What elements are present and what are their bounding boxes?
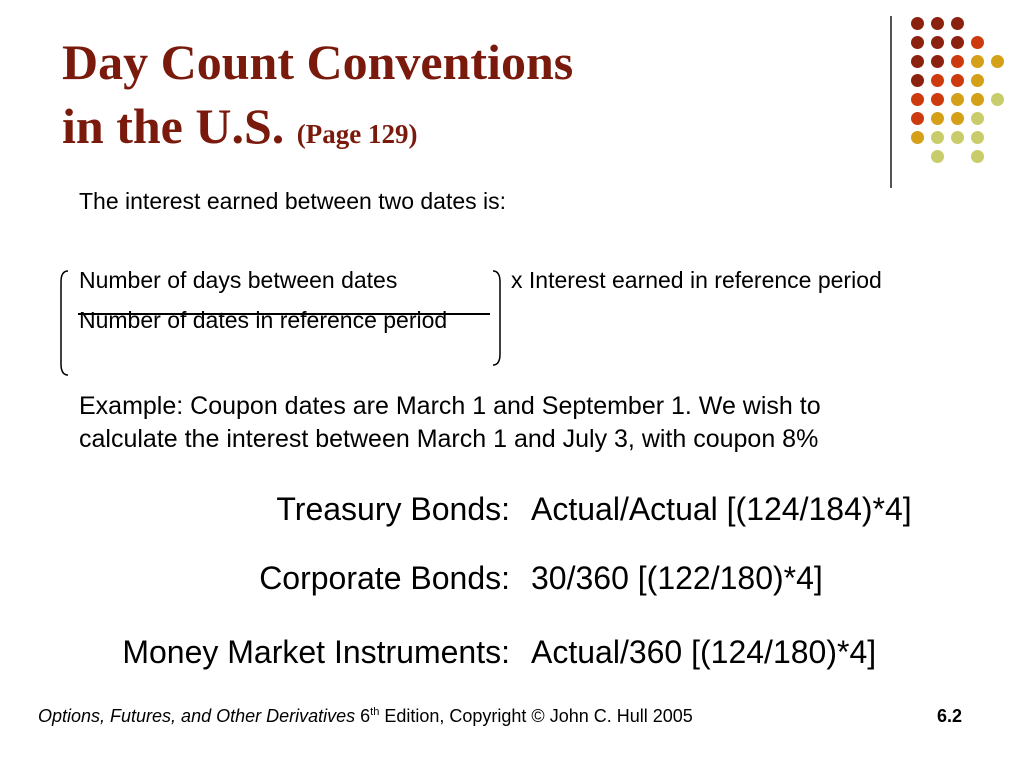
title-line-2: in the U.S. xyxy=(62,98,285,154)
money-market-value: Actual/360 [(124/180)*4] xyxy=(531,634,877,670)
intro-text: The interest earned between two dates is: xyxy=(79,188,507,214)
footer-edition-suffix: th xyxy=(370,706,380,718)
title-line-1: Day Count Conventions xyxy=(62,34,574,90)
deco-dot xyxy=(971,74,984,87)
deco-dot xyxy=(951,17,964,30)
deco-dot xyxy=(911,112,924,125)
slide-number: 6.2 xyxy=(936,706,962,726)
treasury-bonds-label: Treasury Bonds: xyxy=(276,491,510,527)
deco-dot xyxy=(911,131,924,144)
left-bracket xyxy=(56,268,72,378)
deco-dot xyxy=(931,17,944,30)
deco-dot xyxy=(911,93,924,106)
example-line-2: calculate the interest between March 1 and July 3, with coupon 8% xyxy=(79,425,819,453)
deco-dot xyxy=(971,150,984,163)
deco-dot xyxy=(951,74,964,87)
title-page-reference: (Page 129) xyxy=(296,119,418,149)
footer-copyright: Edition, Copyright © John C. Hull 2005 xyxy=(379,706,693,726)
corporate-bonds-label: Corporate Bonds: xyxy=(259,560,510,596)
deco-dot xyxy=(951,93,964,106)
deco-dot xyxy=(931,131,944,144)
deco-dot xyxy=(931,74,944,87)
example-line-1: Example: Coupon dates are March 1 and September 1. We wish to xyxy=(79,392,821,420)
deco-dot xyxy=(931,55,944,68)
deco-dot xyxy=(971,36,984,49)
deco-dot xyxy=(931,112,944,125)
money-market-label: Money Market Instruments: xyxy=(122,634,510,670)
deco-dot xyxy=(991,55,1004,68)
corporate-bonds-value: 30/360 [(122/180)*4] xyxy=(531,560,823,596)
deco-dot xyxy=(951,131,964,144)
deco-dot xyxy=(911,74,924,87)
formula-numerator: Number of days between dates xyxy=(79,267,398,293)
deco-dot xyxy=(991,93,1004,106)
decorative-dot-grid xyxy=(902,8,1012,173)
deco-dot xyxy=(911,17,924,30)
slide-title xyxy=(62,30,573,166)
footer-citation xyxy=(38,706,693,727)
title-divider-line xyxy=(890,16,892,188)
deco-dot xyxy=(911,36,924,49)
footer-book-title: Options, Futures, and Other Derivatives xyxy=(38,706,356,726)
deco-dot xyxy=(931,150,944,163)
deco-dot xyxy=(951,55,964,68)
treasury-bonds-value: Actual/Actual [(124/184)*4] xyxy=(531,491,912,527)
deco-dot xyxy=(931,36,944,49)
deco-dot xyxy=(931,93,944,106)
deco-dot xyxy=(911,55,924,68)
formula-denominator: Number of dates in reference period xyxy=(79,307,448,333)
deco-dot xyxy=(971,93,984,106)
right-bracket xyxy=(489,268,505,368)
deco-dot xyxy=(951,112,964,125)
formula-multiplier: x Interest earned in reference period xyxy=(511,267,882,293)
deco-dot xyxy=(951,36,964,49)
deco-dot xyxy=(971,55,984,68)
deco-dot xyxy=(971,112,984,125)
deco-dot xyxy=(971,131,984,144)
footer-edition-number: 6 xyxy=(360,706,371,726)
